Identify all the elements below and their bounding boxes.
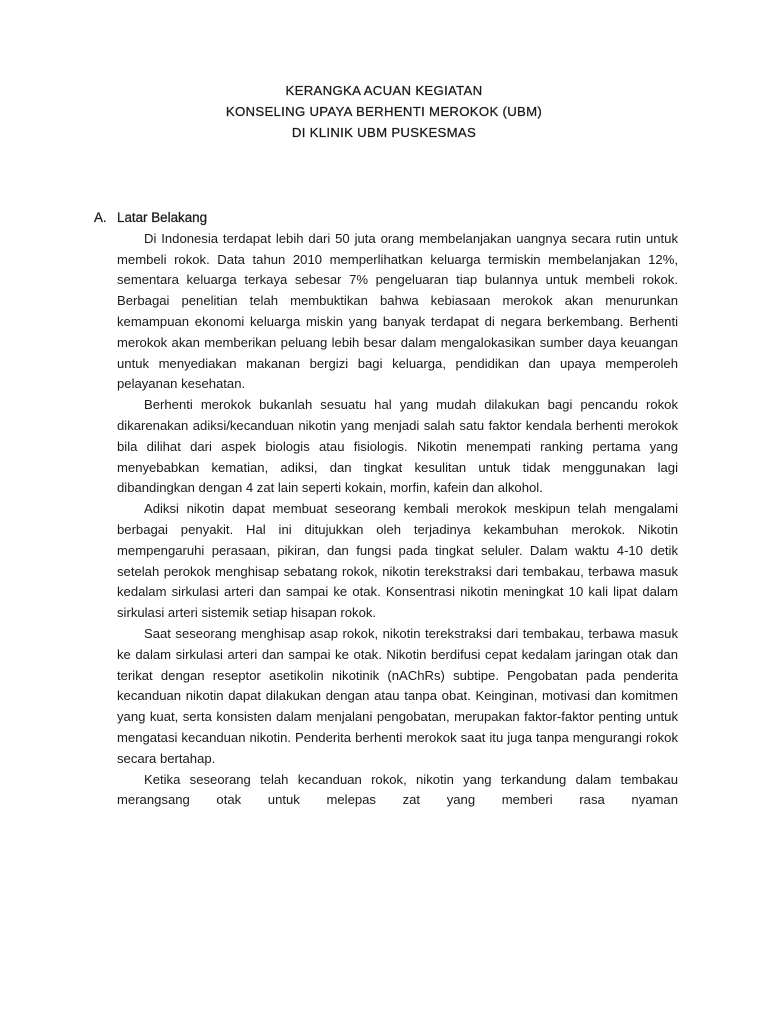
section-letter: A.	[94, 210, 107, 225]
paragraph-5: Ketika seseorang telah kecanduan rokok, nikotin yang terkandung dalam tembakau merangsang otak untuk melepas zat yang memberi rasa nyaman	[117, 771, 678, 808]
title-line-3: DI KLINIK UBM PUSKESMAS	[291, 125, 477, 140]
paragraph-4: Saat seseorang menghisap asap rokok, nikotin terekstraksi dari tembakau, terbawa masuk ke dalam sirkulasi arteri dan sampai ke otak. Nikotin berdifusi cepat kedalam jaringan otak dan terikat dengan reseptor asetikolin nikotinik (nAChRs) subtipe. Pengobatan pada penderita kecanduan nikotin dapat dilakukan dengan atau tanpa obat. Keinginan, motivasi dan komitmen yang kuat, serta konsisten dalam menjalani pengobatan, merupakan faktor-faktor penting untuk mengatasi kecanduan nikotin. Penderita berhenti merokok saat itu juga tanpa mengurangi rokok secara bertahap.	[117, 625, 678, 766]
section-heading	[94, 208, 678, 229]
paragraph-2: Berhenti merokok bukanlah sesuatu hal yang mudah dilakukan bagi pencandu rokok dikarenakan adiksi/kecanduan nikotin yang menjadi salah satu faktor kendala berhenti merokok bila dilihat dari aspek biologis atau fisiologis. Nikotin menempati ranking pertama yang menyebabkan kematian, adiksi, dan tingkat kesulitan untuk tidak menggunakan lagi dibandingkan dengan 4 zat lain seperti kokain, morfin, kafein dan alkohol.	[117, 397, 678, 496]
section-latar-belakang	[94, 208, 678, 811]
section-heading-text: Latar Belakang	[117, 210, 208, 225]
paragraph-1: Di Indonesia terdapat lebih dari 50 juta orang membelanjakan uangnya secara rutin untuk membeli rokok. Data tahun 2010 memperlihatkan keluarga termiskin membelanjakan 12%, sementara keluarga terkaya sebesar 7% pengeluaran tiap bulannya untuk membeli rokok. Berbagai penelitian telah membuktikan bahwa kebiasaan merokok akan menurunkan kemampuan ekonomi keluarga miskin yang banyak terdapat di negara berkembang. Berhenti merokok akan memberikan peluang lebih besar dalam mengalokasikan sumber daya keuangan untuk menyediakan makanan bergizi bagi keluarga, pendidikan dan upaya memperoleh pelayanan kesehatan.	[117, 230, 678, 392]
paragraph-3: Adiksi nikotin dapat membuat seseorang kembali merokok meskipun telah mengalami berbagai penyakit. Hal ini ditujukkan oleh terjadinya kekambuhan merokok. Nikotin mempengaruhi perasaan, pikiran, dan fungsi pada tingkat seluler. Dalam waktu 4-10 detik setelah perokok menghisap sebatang rokok, nikotin terekstraksi dari tembakau, terbawa masuk kedalam sirkulasi arteri dan sampai ke otak. Konsentrasi nikotin meningkat 10 kali lipat dalam sirkulasi arteri sistemik setiap hisapan rokok.	[117, 501, 678, 621]
section-body	[117, 229, 678, 811]
document-title	[0, 80, 768, 143]
title-line-2: KONSELING UPAYA BERHENTI MEROKOK (UBM)	[225, 104, 543, 119]
title-line-1: KERANGKA ACUAN KEGIATAN	[285, 83, 483, 98]
